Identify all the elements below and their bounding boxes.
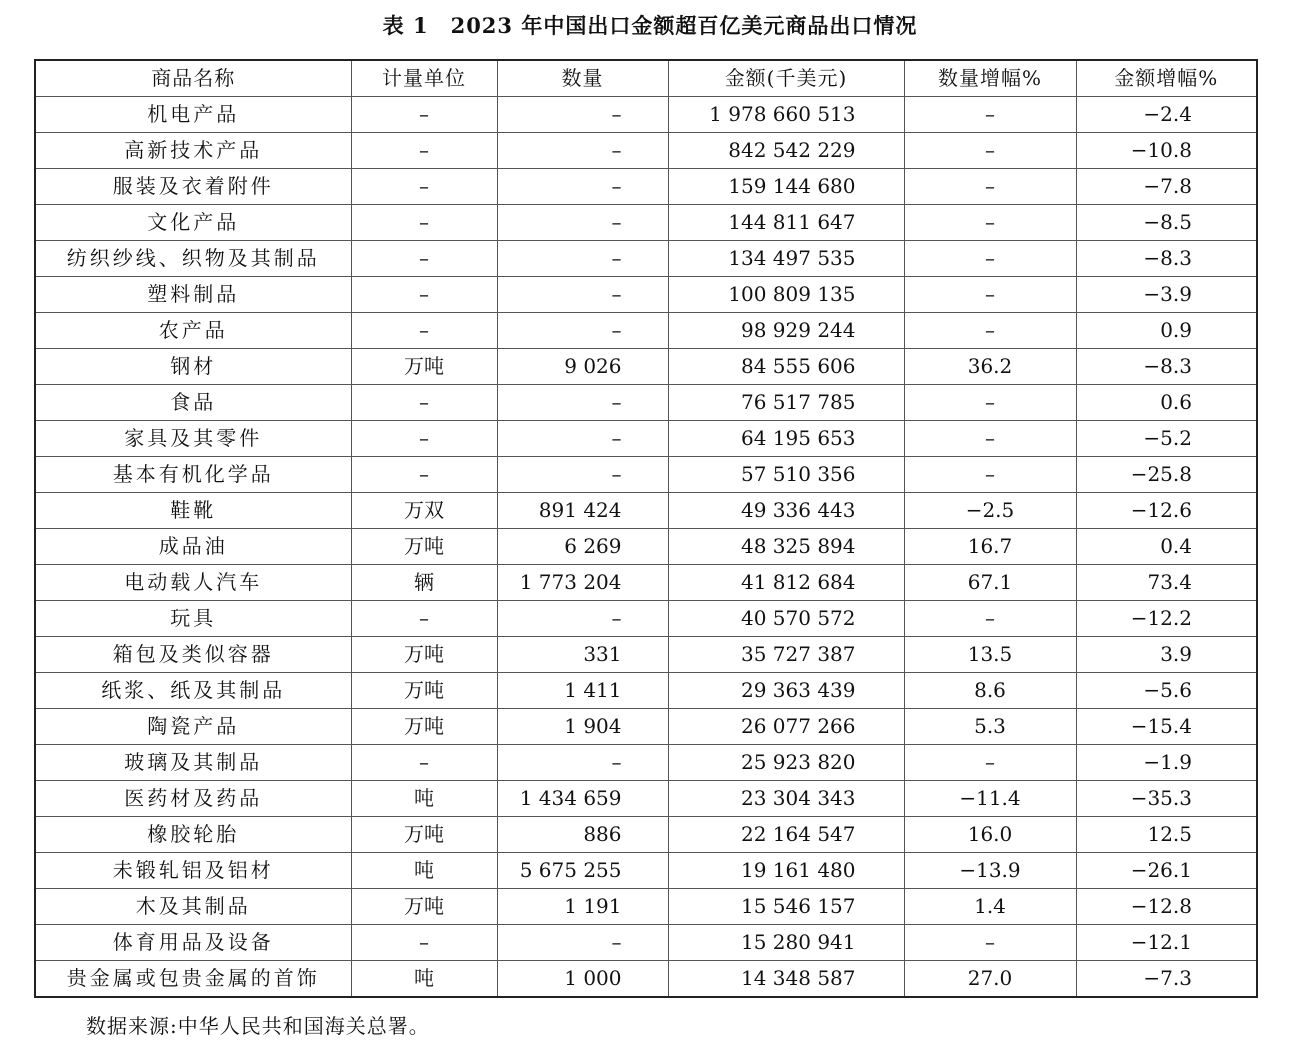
cell-quantity: – <box>497 277 668 313</box>
cell-amount-growth: 3.9 <box>1076 637 1257 673</box>
header-unit: 计量单位 <box>351 60 497 97</box>
table-row <box>35 97 1257 133</box>
cell-amount-growth: −35.3 <box>1076 781 1257 817</box>
cell-unit: – <box>351 169 497 205</box>
cell-amount: 35 727 387 <box>668 637 904 673</box>
cell-amount-growth: −5.2 <box>1076 421 1257 457</box>
cell-quantity: 1 773 204 <box>497 565 668 601</box>
cell-amount: 98 929 244 <box>668 313 904 349</box>
cell-quantity: 1 434 659 <box>497 781 668 817</box>
cell-amount: 57 510 356 <box>668 457 904 493</box>
cell-amount: 40 570 572 <box>668 601 904 637</box>
cell-amount-growth: −2.4 <box>1076 97 1257 133</box>
cell-amount-growth: 0.4 <box>1076 529 1257 565</box>
table-row <box>35 673 1257 709</box>
cell-amount: 48 325 894 <box>668 529 904 565</box>
cell-product-name: 木及其制品 <box>35 889 351 925</box>
cell-unit: – <box>351 457 497 493</box>
cell-unit: 万吨 <box>351 349 497 385</box>
cell-product-name: 橡胶轮胎 <box>35 817 351 853</box>
cell-quantity-growth: 13.5 <box>904 637 1076 673</box>
cell-product-name: 鞋靴 <box>35 493 351 529</box>
table-row <box>35 385 1257 421</box>
cell-quantity-growth: – <box>904 421 1076 457</box>
cell-quantity-growth: 5.3 <box>904 709 1076 745</box>
cell-amount-growth: −3.9 <box>1076 277 1257 313</box>
cell-amount-growth: −12.8 <box>1076 889 1257 925</box>
cell-product-name: 文化产品 <box>35 205 351 241</box>
cell-quantity: – <box>497 601 668 637</box>
cell-quantity: 891 424 <box>497 493 668 529</box>
cell-unit: 万吨 <box>351 709 497 745</box>
cell-quantity: – <box>497 169 668 205</box>
cell-quantity-growth: – <box>904 457 1076 493</box>
cell-unit: – <box>351 313 497 349</box>
cell-product-name: 家具及其零件 <box>35 421 351 457</box>
cell-quantity: 1 191 <box>497 889 668 925</box>
cell-quantity: 5 675 255 <box>497 853 668 889</box>
cell-amount: 100 809 135 <box>668 277 904 313</box>
cell-amount-growth: −26.1 <box>1076 853 1257 889</box>
table-row <box>35 457 1257 493</box>
cell-quantity-growth: – <box>904 277 1076 313</box>
cell-unit: – <box>351 241 497 277</box>
cell-amount: 22 164 547 <box>668 817 904 853</box>
cell-amount: 134 497 535 <box>668 241 904 277</box>
table-row <box>35 853 1257 889</box>
cell-amount-growth: −1.9 <box>1076 745 1257 781</box>
table-title-text: 2023 年中国出口金额超百亿美元商品出口情况 <box>450 13 918 38</box>
table-row <box>35 925 1257 961</box>
cell-unit: 万吨 <box>351 637 497 673</box>
data-source-note: 数据来源:中华人民共和国海关总署。 <box>86 1014 430 1038</box>
cell-quantity-growth: – <box>904 925 1076 961</box>
cell-product-name: 纸浆、纸及其制品 <box>35 673 351 709</box>
cell-unit: – <box>351 385 497 421</box>
cell-amount-growth: −7.3 <box>1076 961 1257 998</box>
table-row <box>35 781 1257 817</box>
table-title <box>0 10 1300 40</box>
cell-quantity: – <box>497 457 668 493</box>
cell-amount-growth: 12.5 <box>1076 817 1257 853</box>
cell-amount-growth: 73.4 <box>1076 565 1257 601</box>
cell-product-name: 未锻轧铝及铝材 <box>35 853 351 889</box>
cell-product-name: 玩具 <box>35 601 351 637</box>
cell-quantity: – <box>497 133 668 169</box>
export-table-container <box>34 59 1256 998</box>
table-row <box>35 421 1257 457</box>
cell-amount: 19 161 480 <box>668 853 904 889</box>
cell-product-name: 电动载人汽车 <box>35 565 351 601</box>
cell-quantity: – <box>497 421 668 457</box>
cell-product-name: 机电产品 <box>35 97 351 133</box>
cell-amount: 1 978 660 513 <box>668 97 904 133</box>
cell-quantity: 1 411 <box>497 673 668 709</box>
header-amount-growth: 金额增幅% <box>1076 60 1257 97</box>
cell-amount: 49 336 443 <box>668 493 904 529</box>
cell-unit: – <box>351 97 497 133</box>
cell-unit: 万吨 <box>351 889 497 925</box>
cell-unit: – <box>351 421 497 457</box>
cell-amount-growth: −7.8 <box>1076 169 1257 205</box>
cell-quantity-growth: 8.6 <box>904 673 1076 709</box>
cell-quantity-growth: – <box>904 313 1076 349</box>
table-row <box>35 133 1257 169</box>
cell-amount-growth: −12.6 <box>1076 493 1257 529</box>
cell-amount: 144 811 647 <box>668 205 904 241</box>
cell-unit: – <box>351 925 497 961</box>
cell-quantity-growth: – <box>904 601 1076 637</box>
cell-unit: 辆 <box>351 565 497 601</box>
table-row <box>35 241 1257 277</box>
cell-amount: 14 348 587 <box>668 961 904 998</box>
cell-unit: – <box>351 133 497 169</box>
cell-product-name: 塑料制品 <box>35 277 351 313</box>
cell-amount: 26 077 266 <box>668 709 904 745</box>
table-row <box>35 169 1257 205</box>
cell-amount: 15 546 157 <box>668 889 904 925</box>
cell-quantity-growth: 16.0 <box>904 817 1076 853</box>
cell-amount-growth: −12.2 <box>1076 601 1257 637</box>
cell-amount: 842 542 229 <box>668 133 904 169</box>
cell-unit: 万吨 <box>351 529 497 565</box>
table-row <box>35 205 1257 241</box>
cell-unit: 万双 <box>351 493 497 529</box>
cell-quantity-growth: −11.4 <box>904 781 1076 817</box>
table-row <box>35 493 1257 529</box>
cell-quantity: 1 000 <box>497 961 668 998</box>
cell-product-name: 体育用品及设备 <box>35 925 351 961</box>
cell-quantity: 9 026 <box>497 349 668 385</box>
cell-amount-growth: −25.8 <box>1076 457 1257 493</box>
cell-quantity: – <box>497 97 668 133</box>
cell-quantity: – <box>497 745 668 781</box>
cell-product-name: 箱包及类似容器 <box>35 637 351 673</box>
cell-amount-growth: 0.6 <box>1076 385 1257 421</box>
cell-unit: – <box>351 205 497 241</box>
cell-amount: 15 280 941 <box>668 925 904 961</box>
cell-quantity: – <box>497 313 668 349</box>
cell-quantity-growth: – <box>904 745 1076 781</box>
cell-unit: – <box>351 745 497 781</box>
header-row <box>35 60 1257 97</box>
cell-amount: 23 304 343 <box>668 781 904 817</box>
table-row <box>35 313 1257 349</box>
cell-unit: 吨 <box>351 781 497 817</box>
cell-unit: 万吨 <box>351 673 497 709</box>
cell-amount-growth: −12.1 <box>1076 925 1257 961</box>
cell-quantity-growth: – <box>904 169 1076 205</box>
cell-quantity-growth: – <box>904 133 1076 169</box>
cell-amount: 64 195 653 <box>668 421 904 457</box>
table-row <box>35 709 1257 745</box>
cell-amount-growth: 0.9 <box>1076 313 1257 349</box>
cell-unit: 万吨 <box>351 817 497 853</box>
cell-product-name: 医药材及药品 <box>35 781 351 817</box>
cell-product-name: 服装及衣着附件 <box>35 169 351 205</box>
export-table <box>34 59 1258 998</box>
cell-product-name: 成品油 <box>35 529 351 565</box>
cell-product-name: 贵金属或包贵金属的首饰 <box>35 961 351 998</box>
cell-quantity-growth: – <box>904 205 1076 241</box>
cell-quantity: 1 904 <box>497 709 668 745</box>
cell-quantity-growth: – <box>904 241 1076 277</box>
cell-amount: 29 363 439 <box>668 673 904 709</box>
cell-amount-growth: −5.6 <box>1076 673 1257 709</box>
cell-unit: – <box>351 601 497 637</box>
table-row <box>35 601 1257 637</box>
table-row <box>35 277 1257 313</box>
cell-quantity: – <box>497 205 668 241</box>
cell-quantity: 886 <box>497 817 668 853</box>
header-quantity: 数量 <box>497 60 668 97</box>
cell-unit: 吨 <box>351 853 497 889</box>
header-amount: 金额(千美元) <box>668 60 904 97</box>
cell-quantity-growth: −13.9 <box>904 853 1076 889</box>
cell-amount: 76 517 785 <box>668 385 904 421</box>
cell-product-name: 食品 <box>35 385 351 421</box>
cell-quantity: 331 <box>497 637 668 673</box>
cell-quantity: – <box>497 925 668 961</box>
cell-unit: – <box>351 277 497 313</box>
cell-quantity-growth: 1.4 <box>904 889 1076 925</box>
header-product-name: 商品名称 <box>35 60 351 97</box>
cell-amount: 25 923 820 <box>668 745 904 781</box>
cell-amount: 84 555 606 <box>668 349 904 385</box>
cell-amount: 159 144 680 <box>668 169 904 205</box>
cell-product-name: 基本有机化学品 <box>35 457 351 493</box>
cell-amount-growth: −15.4 <box>1076 709 1257 745</box>
cell-unit: 吨 <box>351 961 497 998</box>
cell-amount-growth: −8.3 <box>1076 349 1257 385</box>
cell-quantity: – <box>497 241 668 277</box>
table-row <box>35 817 1257 853</box>
cell-amount: 41 812 684 <box>668 565 904 601</box>
cell-amount-growth: −8.5 <box>1076 205 1257 241</box>
cell-quantity: 6 269 <box>497 529 668 565</box>
table-row <box>35 529 1257 565</box>
cell-quantity-growth: – <box>904 385 1076 421</box>
table-row <box>35 961 1257 998</box>
cell-quantity-growth: 67.1 <box>904 565 1076 601</box>
cell-product-name: 玻璃及其制品 <box>35 745 351 781</box>
table-row <box>35 349 1257 385</box>
cell-product-name: 高新技术产品 <box>35 133 351 169</box>
cell-product-name: 陶瓷产品 <box>35 709 351 745</box>
cell-product-name: 农产品 <box>35 313 351 349</box>
cell-product-name: 纺织纱线、织物及其制品 <box>35 241 351 277</box>
table-number: 表 1 <box>382 13 429 38</box>
table-row <box>35 889 1257 925</box>
table-body <box>35 97 1257 998</box>
table-row <box>35 565 1257 601</box>
cell-quantity-growth: 16.7 <box>904 529 1076 565</box>
header-quantity-growth: 数量增幅% <box>904 60 1076 97</box>
table-row <box>35 745 1257 781</box>
cell-quantity-growth: 36.2 <box>904 349 1076 385</box>
table-row <box>35 637 1257 673</box>
cell-product-name: 钢材 <box>35 349 351 385</box>
cell-quantity: – <box>497 385 668 421</box>
cell-amount-growth: −10.8 <box>1076 133 1257 169</box>
cell-amount-growth: −8.3 <box>1076 241 1257 277</box>
cell-quantity-growth: 27.0 <box>904 961 1076 998</box>
cell-quantity-growth: – <box>904 97 1076 133</box>
cell-quantity-growth: −2.5 <box>904 493 1076 529</box>
